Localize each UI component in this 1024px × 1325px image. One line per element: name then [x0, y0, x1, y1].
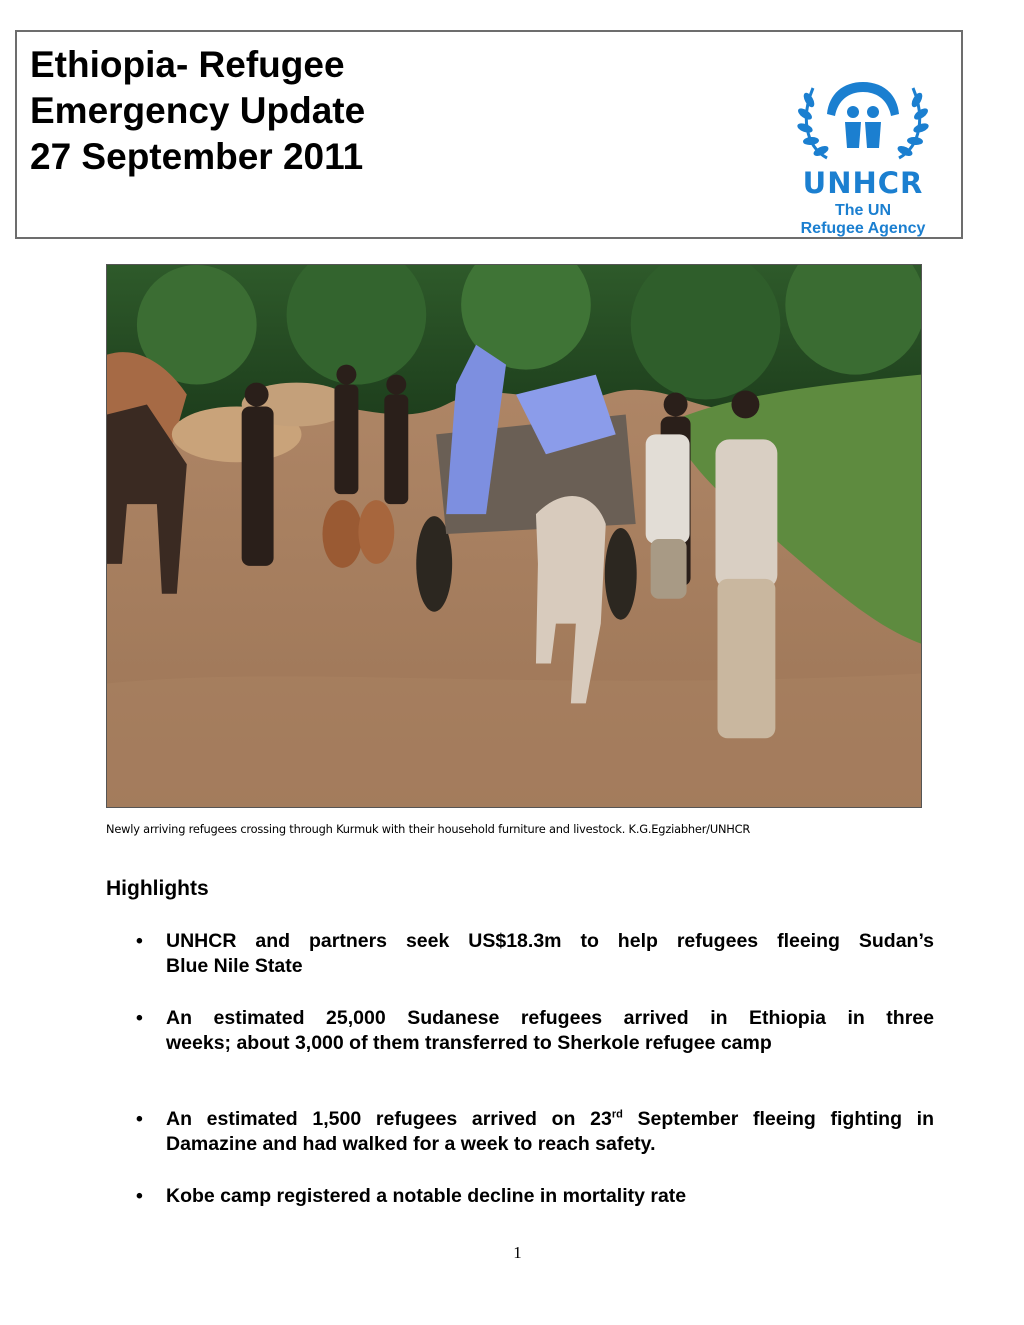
- logo-subtitle-line-1: The UN: [835, 202, 891, 219]
- bullet-icon: •: [136, 930, 143, 952]
- ordinal-suffix: rd: [611, 1108, 623, 1121]
- unhcr-emblem-icon: [783, 76, 943, 166]
- page-number: 1: [513, 1243, 522, 1262]
- title-line-2: Emergency Update: [30, 90, 366, 131]
- highlights-heading: Highlights: [106, 877, 209, 900]
- highlight-item-3-line-1: [166, 1107, 934, 1132]
- header-box: [15, 30, 963, 239]
- logo-wordmark: UNHCR: [802, 166, 924, 200]
- highlight-item-1-line-2: Blue Nile State: [166, 955, 303, 977]
- unhcr-logo: [783, 76, 943, 236]
- page-title: [30, 42, 365, 180]
- highlight-item-2-line-1: An estimated 25,000 Sudanese refugees arrived in Ethiopia in three: [166, 1007, 934, 1029]
- highlight-item-3-pre: An estimated 1,500 refugees arrived on 23: [166, 1108, 612, 1130]
- photo-caption: Newly arriving refugees crossing through Kurmuk with their household furniture and livestock. K.G.Egziabher/UNHCR: [106, 822, 751, 836]
- highlight-item-1-line-1: UNHCR and partners seek US$18.3m to help refugees fleeing Sudan’s: [166, 930, 934, 952]
- logo-subtitle-line-2: Refugee Agency: [800, 220, 926, 237]
- refugees-photo: [106, 264, 922, 808]
- highlight-item-3-line-2: Damazine and had walked for a week to reach safety.: [166, 1133, 656, 1155]
- title-line-1: Ethiopia- Refugee: [30, 44, 345, 85]
- highlight-item-2-line-2: weeks; about 3,000 of them transferred to Sherkole refugee camp: [166, 1032, 772, 1054]
- bullet-icon: •: [136, 1108, 143, 1130]
- title-line-3: 27 September 2011: [30, 136, 364, 177]
- bullet-icon: •: [136, 1185, 143, 1207]
- highlight-item-4-line-1: Kobe camp registered a notable decline in mortality rate: [166, 1185, 687, 1207]
- highlight-item-3-post: September fleeing fighting in: [622, 1108, 934, 1130]
- bullet-icon: •: [136, 1007, 143, 1029]
- refugees-photo-image: [107, 265, 921, 807]
